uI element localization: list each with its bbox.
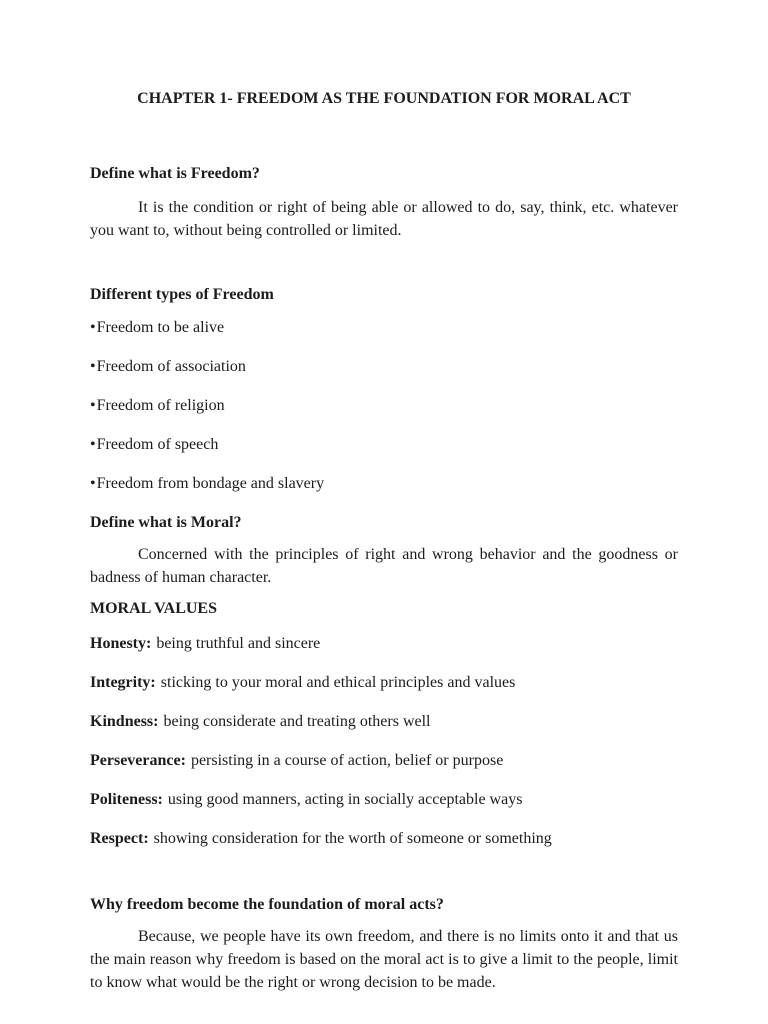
bullet-icon: •	[90, 397, 96, 414]
heading-define-freedom: Define what is Freedom?	[90, 165, 260, 182]
moral-value-definition: sticking to your moral and ethical principles and values	[160, 674, 516, 691]
bullet-icon: •	[90, 319, 96, 336]
heading-moral-values: MORAL VALUES	[90, 600, 217, 617]
list-item-label: Freedom of speech	[96, 436, 219, 453]
moral-value-definition: showing consideration for the worth of someone or something	[153, 830, 552, 847]
moral-value-row	[90, 788, 678, 811]
moral-value-row	[90, 671, 678, 694]
moral-value-term: Respect:	[90, 830, 149, 847]
moral-value-row	[90, 710, 678, 733]
heading-freedom-types: Different types of Freedom	[90, 286, 274, 303]
paragraph-define-freedom: It is the condition or right of being able or allowed to do, say, think, etc. whatever you want to, without being controlled or limited.	[90, 199, 678, 239]
moral-value-term: Kindness:	[90, 713, 159, 730]
moral-value-definition: persisting in a course of action, belief or purpose	[190, 752, 504, 769]
list-item	[90, 316, 678, 339]
moral-value-term: Honesty:	[90, 635, 152, 652]
moral-value-term: Integrity:	[90, 674, 156, 691]
document-title: CHAPTER 1- FREEDOM AS THE FOUNDATION FOR MORAL ACT	[137, 90, 631, 107]
heading-why-freedom: Why freedom become the foundation of moral acts?	[90, 896, 444, 913]
list-item-label: Freedom of religion	[96, 397, 225, 414]
moral-value-row	[90, 827, 678, 850]
paragraph-why-freedom: Because, we people have its own freedom, and there is no limits onto it and that us the main reason why freedom is based on the moral act is to give a limit to the people, limit to know what would be the right or wrong decision to be made.	[90, 928, 678, 991]
heading-define-moral: Define what is Moral?	[90, 514, 242, 531]
list-item	[90, 433, 678, 456]
moral-value-definition: being considerate and treating others well	[163, 713, 431, 730]
moral-value-row	[90, 749, 678, 772]
moral-value-term: Politeness:	[90, 791, 163, 808]
paragraph-define-moral: Concerned with the principles of right and wrong behavior and the goodness or badness of human character.	[90, 546, 678, 586]
moral-value-definition: being truthful and sincere	[156, 635, 321, 652]
moral-value-term: Perseverance:	[90, 752, 186, 769]
bullet-icon: •	[90, 436, 96, 453]
list-item-label: Freedom of association	[96, 358, 246, 375]
bullet-icon: •	[90, 475, 96, 492]
list-item	[90, 355, 678, 378]
list-item-label: Freedom from bondage and slavery	[96, 475, 325, 492]
list-item	[90, 394, 678, 417]
moral-value-definition: using good manners, acting in socially acceptable ways	[167, 791, 523, 808]
list-item-label: Freedom to be alive	[96, 319, 225, 336]
moral-value-row	[90, 632, 678, 655]
list-item	[90, 472, 678, 495]
bullet-icon: •	[90, 358, 96, 375]
